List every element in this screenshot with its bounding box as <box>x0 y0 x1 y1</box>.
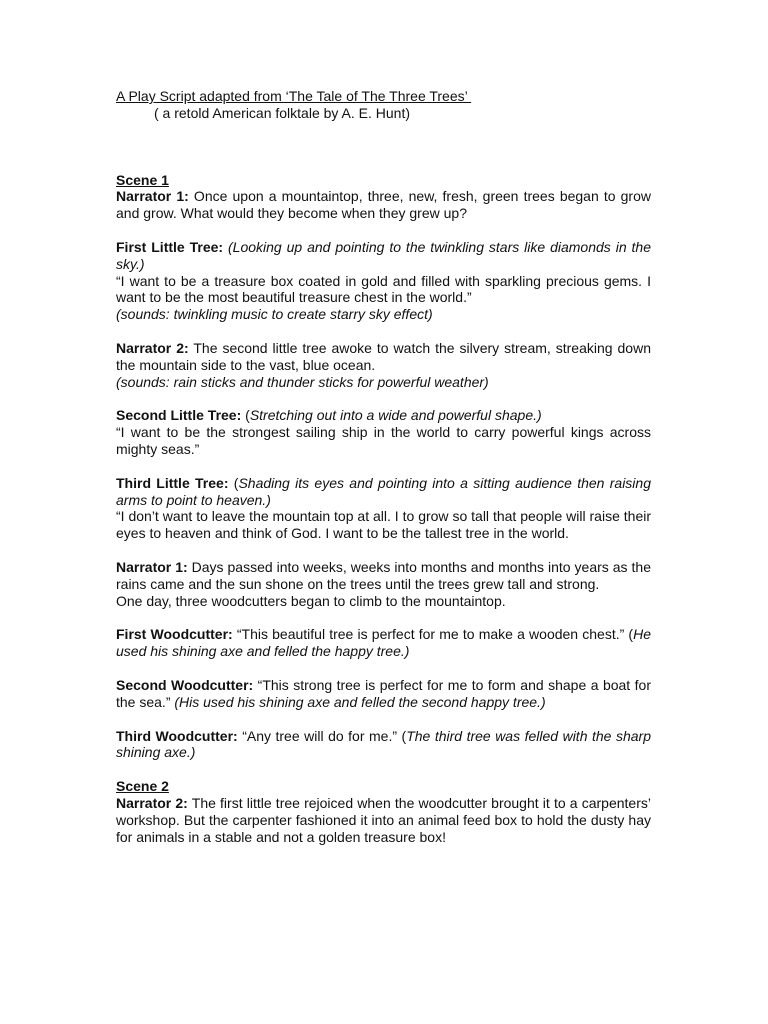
narrator-1-time-block <box>116 559 651 609</box>
second-woodcutter-block <box>116 677 651 711</box>
dialogue-text: Days passed into weeks, weeks into months and months into years as the rains came and the sun shone on the trees until the trees grew tall and strong. <box>116 558 651 592</box>
document-subtitle: ( a retold American folktale by A. E. Hunt) <box>154 104 411 121</box>
dialogue-text: “I don’t want to leave the mountain top at all. I to grow so tall that people will raise their eyes to heaven and think of God. I want to be the tallest tree in the world. <box>116 508 651 542</box>
stage-direction: He used his shining axe and felled the happy tree.) <box>116 626 652 660</box>
script-page <box>116 88 651 845</box>
stage-direction: Shading its eyes and pointing into a sitting audience then raising arms to point to heaven.) <box>116 474 651 508</box>
first-woodcutter-block <box>116 626 651 660</box>
stage-direction: (Looking up and pointing to the twinkling stars like diamonds in the sky.) <box>116 238 651 272</box>
speaker-label: Second Little Tree: <box>116 407 242 424</box>
dialogue-text: “I want to be the strongest sailing ship in the world to carry powerful kings across mighty seas.” <box>116 424 651 457</box>
dialogue-text: “I want to be a treasure box coated in gold and filled with sparkling precious gems. I want to be the most beautiful treasure chest in the world.” <box>116 272 651 306</box>
sound-cue: (sounds: rain sticks and thunder sticks for powerful weather) <box>116 373 489 390</box>
speaker-label: Narrator 1: <box>116 188 189 205</box>
narrator-1-intro <box>116 188 651 222</box>
second-little-tree-block <box>116 407 651 457</box>
direction-open: ( <box>228 474 239 491</box>
dialogue-text: “This strong tree is perfect for me to form and shape a boat for the sea.” <box>116 676 651 710</box>
speaker-label: Third Little Tree: <box>116 474 229 491</box>
dialogue-text: Once upon a mountaintop, three, new, fresh, green trees began to grow and grow. What would they become when they grew up? <box>116 188 651 222</box>
scene-2-heading: Scene 2 <box>116 778 169 795</box>
first-little-tree-block <box>116 239 651 323</box>
speaker-label: Narrator 2: <box>116 339 189 356</box>
narrator-2-block <box>116 340 651 390</box>
scene-1-heading: Scene 1 <box>116 171 169 188</box>
sound-cue: (sounds: twinkling music to create starry sky effect) <box>116 306 433 323</box>
speaker-label: First Woodcutter: <box>116 626 233 643</box>
direction-open: ( <box>241 407 250 424</box>
speaker-label: Second Woodcutter: <box>116 676 254 693</box>
dialogue-text: “This beautiful tree is perfect for me to make a wooden chest.” ( <box>232 626 634 643</box>
third-little-tree-block <box>116 475 651 542</box>
stage-direction: Stretching out into a wide and powerful shape.) <box>249 407 542 424</box>
stage-direction: The third tree was felled with the sharp shining axe.) <box>116 727 651 761</box>
narrator-2-scene-2-block <box>116 795 651 845</box>
document-title: A Play Script adapted from ‘The Tale of The Three Trees’ <box>116 88 472 104</box>
speaker-label: Narrator 2: <box>116 794 188 811</box>
third-woodcutter-block <box>116 728 651 762</box>
dialogue-text: The second little tree awoke to watch the silvery stream, streaking down the mountain side to the vast, blue ocean. <box>116 339 651 373</box>
dialogue-text-continued: One day, three woodcutters began to climb to the mountaintop. <box>116 592 506 609</box>
speaker-label: First Little Tree: <box>116 238 224 255</box>
speaker-label: Third Woodcutter: <box>116 727 238 744</box>
speaker-label: Narrator 1: <box>116 558 188 575</box>
stage-direction: (His used his shining axe and felled the second happy tree.) <box>174 693 546 710</box>
dialogue-text: “Any tree will do for me.” ( <box>237 727 407 744</box>
dialogue-text: The first little tree rejoiced when the woodcutter brought it to a carpenters’ workshop. But the carpenter fashioned it into an animal feed box to hold the dusty hay for animals in a stable and not a golden treasure box! <box>116 794 651 845</box>
